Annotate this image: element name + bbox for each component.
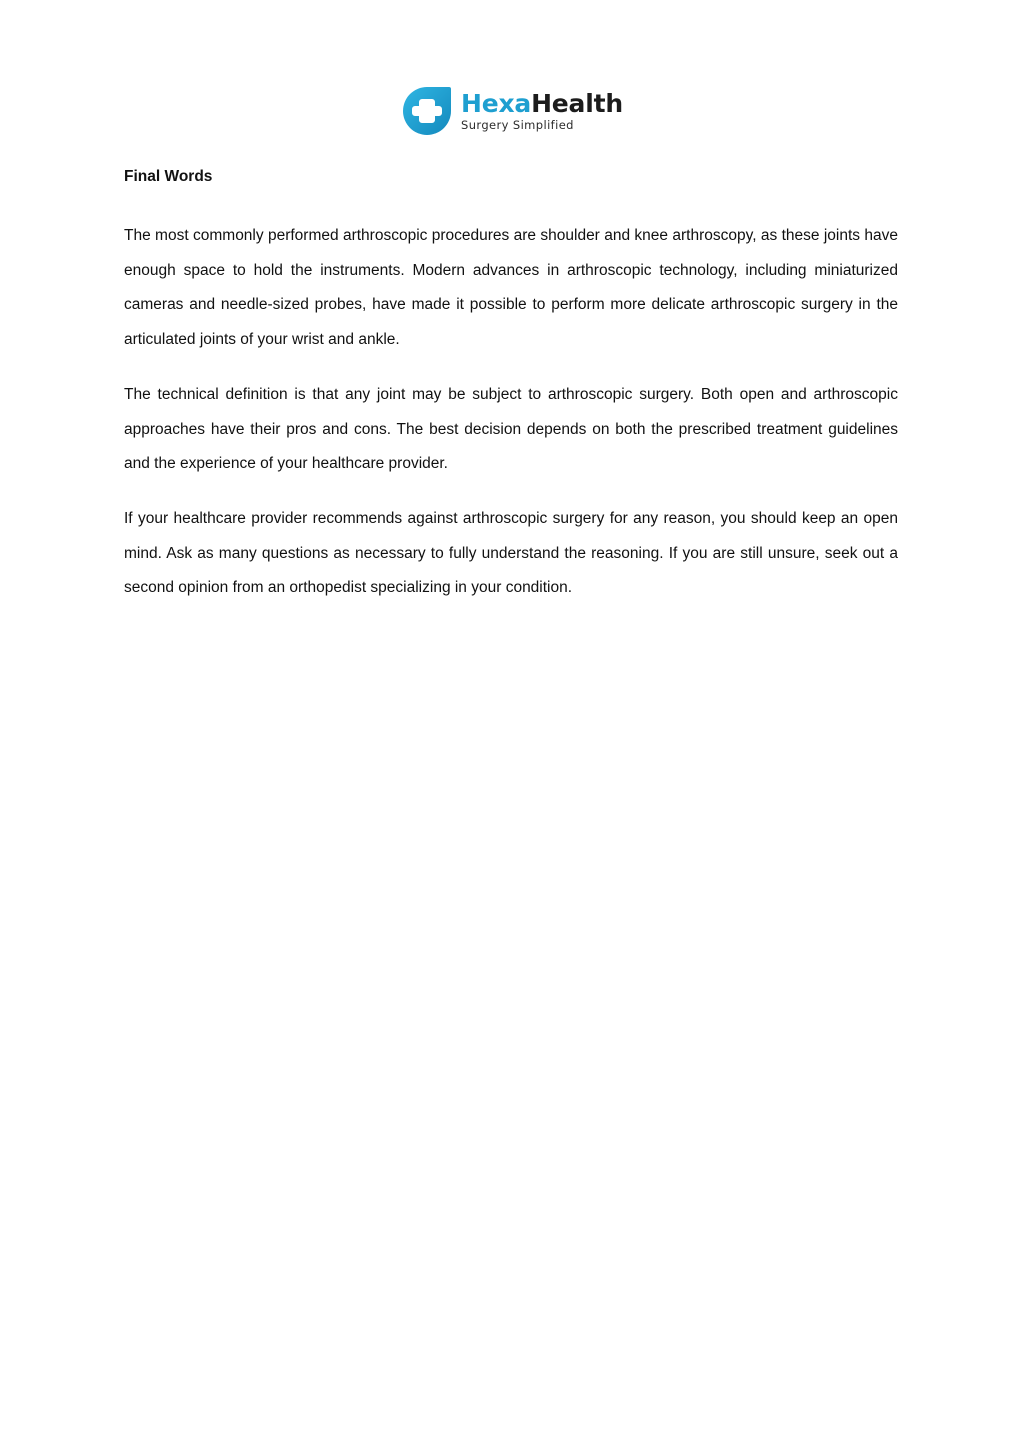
brand-name-part2: Health bbox=[531, 89, 623, 118]
hexahealth-logo bbox=[401, 84, 625, 138]
medical-cross-drop-icon bbox=[401, 85, 453, 137]
paragraph-3: If your healthcare provider recommends against arthroscopic surgery for any reason, you should keep an open mind. Ask as many questions as necessary to fully understand the reasoning. If you are still unsure, seek out a second opinion from an orthopedist specializing in your condition. bbox=[124, 509, 898, 597]
section-heading: Final Words bbox=[124, 168, 213, 185]
paragraph-2: The technical definition is that any joint may be subject to arthroscopic surgery. Both open and arthroscopic approaches have their pros and cons. The best decision depends on both the prescribed treatment guidelines and the experience of your healthcare provider. bbox=[124, 385, 898, 473]
paragraph-1: The most commonly performed arthroscopic procedures are shoulder and knee arthroscopy, as these joints have enough space to hold the instruments. Modern advances in arthroscopic technology, including miniaturized cameras and needle-sized probes, have made it possible to perform more delicate arthroscopic surgery in the articulated joints of your wrist and ankle. bbox=[124, 227, 898, 349]
logo-text bbox=[461, 90, 623, 132]
brand-name bbox=[461, 90, 623, 118]
document-body bbox=[124, 164, 898, 626]
brand-name-part1: Hexa bbox=[461, 89, 532, 118]
brand-tagline: Surgery Simplified bbox=[461, 118, 574, 132]
